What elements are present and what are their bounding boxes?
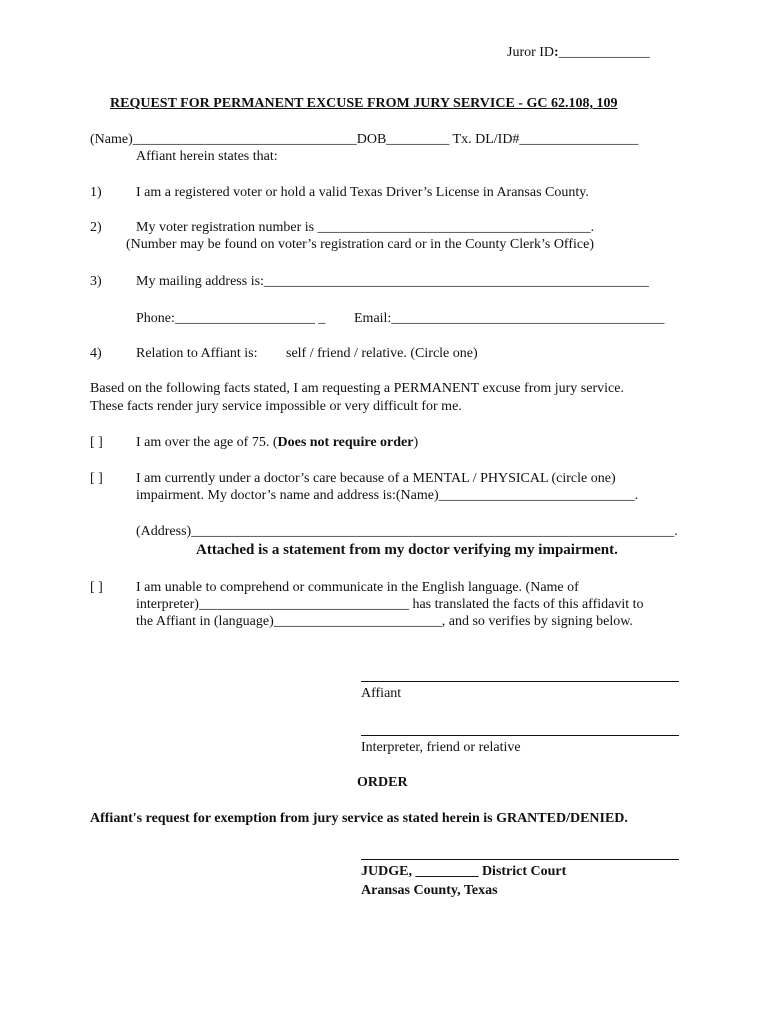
checkbox-english[interactable]: [ ] xyxy=(90,580,103,595)
affiant-label: Affiant xyxy=(361,686,402,701)
relation-options[interactable]: self / friend / relative. (Circle one) xyxy=(286,346,478,361)
affiant-signature-line[interactable] xyxy=(361,681,679,682)
page-title: REQUEST FOR PERMANENT EXCUSE FROM JURY SERVICE - GC 62.108, 109 xyxy=(110,96,618,111)
voter-registration-note: (Number may be found on voter’s registration card or in the County Clerk’s Office) xyxy=(126,237,594,252)
name-dob-dl-line[interactable]: (Name)________________________________DOB_________ Tx. DL/ID#_________________ xyxy=(90,132,639,147)
item-number: 4) xyxy=(90,346,102,361)
doctor-address-field[interactable]: (Address)_____________________________________________________________________. xyxy=(136,524,678,539)
doctor-statement-note: Attached is a statement from my doctor verifying my impairment. xyxy=(196,542,618,558)
checkbox-over-75[interactable]: [ ] xyxy=(90,435,103,450)
basis-line-1: Based on the following facts stated, I am requesting a PERMANENT excuse from jury service. xyxy=(90,381,624,396)
county-label: Aransas County, Texas xyxy=(361,883,498,898)
interpreter-signature-line[interactable] xyxy=(361,735,679,736)
juror-id xyxy=(507,44,650,61)
over-75-label: I am over the age of 75. ( xyxy=(136,435,278,450)
relation-label: Relation to Affiant is: xyxy=(136,346,258,361)
checkbox-doctor-care[interactable]: [ ] xyxy=(90,471,103,486)
item-text: I am a registered voter or hold a valid Texas Driver’s License in Aransas County. xyxy=(136,185,589,200)
mailing-address-field[interactable]: My mailing address is:_______________________________________________________ xyxy=(136,274,649,289)
judge-signature-line[interactable] xyxy=(361,859,679,860)
doctor-name-field[interactable]: impairment. My doctor’s name and address is:(Name)____________________________. xyxy=(136,488,639,503)
juror-id-colon: : xyxy=(554,45,559,60)
item-number: 2) xyxy=(90,220,102,235)
phone-field[interactable]: Phone:____________________ _ xyxy=(136,311,326,326)
basis-line-2: These facts render jury service impossible or very difficult for me. xyxy=(90,399,462,414)
over-75-text xyxy=(136,434,418,451)
juror-id-label: Juror ID xyxy=(507,45,555,60)
juror-id-blank[interactable]: _____________ xyxy=(558,45,650,60)
language-field[interactable]: the Affiant in (language)________________________, and so verifies by signing below. xyxy=(136,614,633,629)
item-number: 3) xyxy=(90,274,102,289)
english-line-1: I am unable to comprehend or communicate in the English language. (Name of xyxy=(136,580,579,595)
over-75-bold: Does not require order xyxy=(277,435,414,450)
over-75-close: ) xyxy=(413,435,419,450)
item-number: 1) xyxy=(90,185,102,200)
affiant-states: Affiant herein states that: xyxy=(136,149,278,164)
order-text: Affiant's request for exemption from jury service as stated herein is GRANTED/DENIED. xyxy=(90,811,628,826)
interpreter-name-field[interactable]: interpreter)______________________________ has translated the facts of this affidavit to xyxy=(136,597,644,612)
email-field[interactable]: Email:_______________________________________ xyxy=(354,311,665,326)
order-heading: ORDER xyxy=(357,775,408,790)
doctor-care-line-1: I am currently under a doctor’s care because of a MENTAL / PHYSICAL (circle one) xyxy=(136,471,616,486)
interpreter-label: Interpreter, friend or relative xyxy=(361,740,521,755)
judge-label: JUDGE, _________ District Court xyxy=(361,864,567,879)
voter-registration-field[interactable]: My voter registration number is _______________________________________. xyxy=(136,220,595,235)
